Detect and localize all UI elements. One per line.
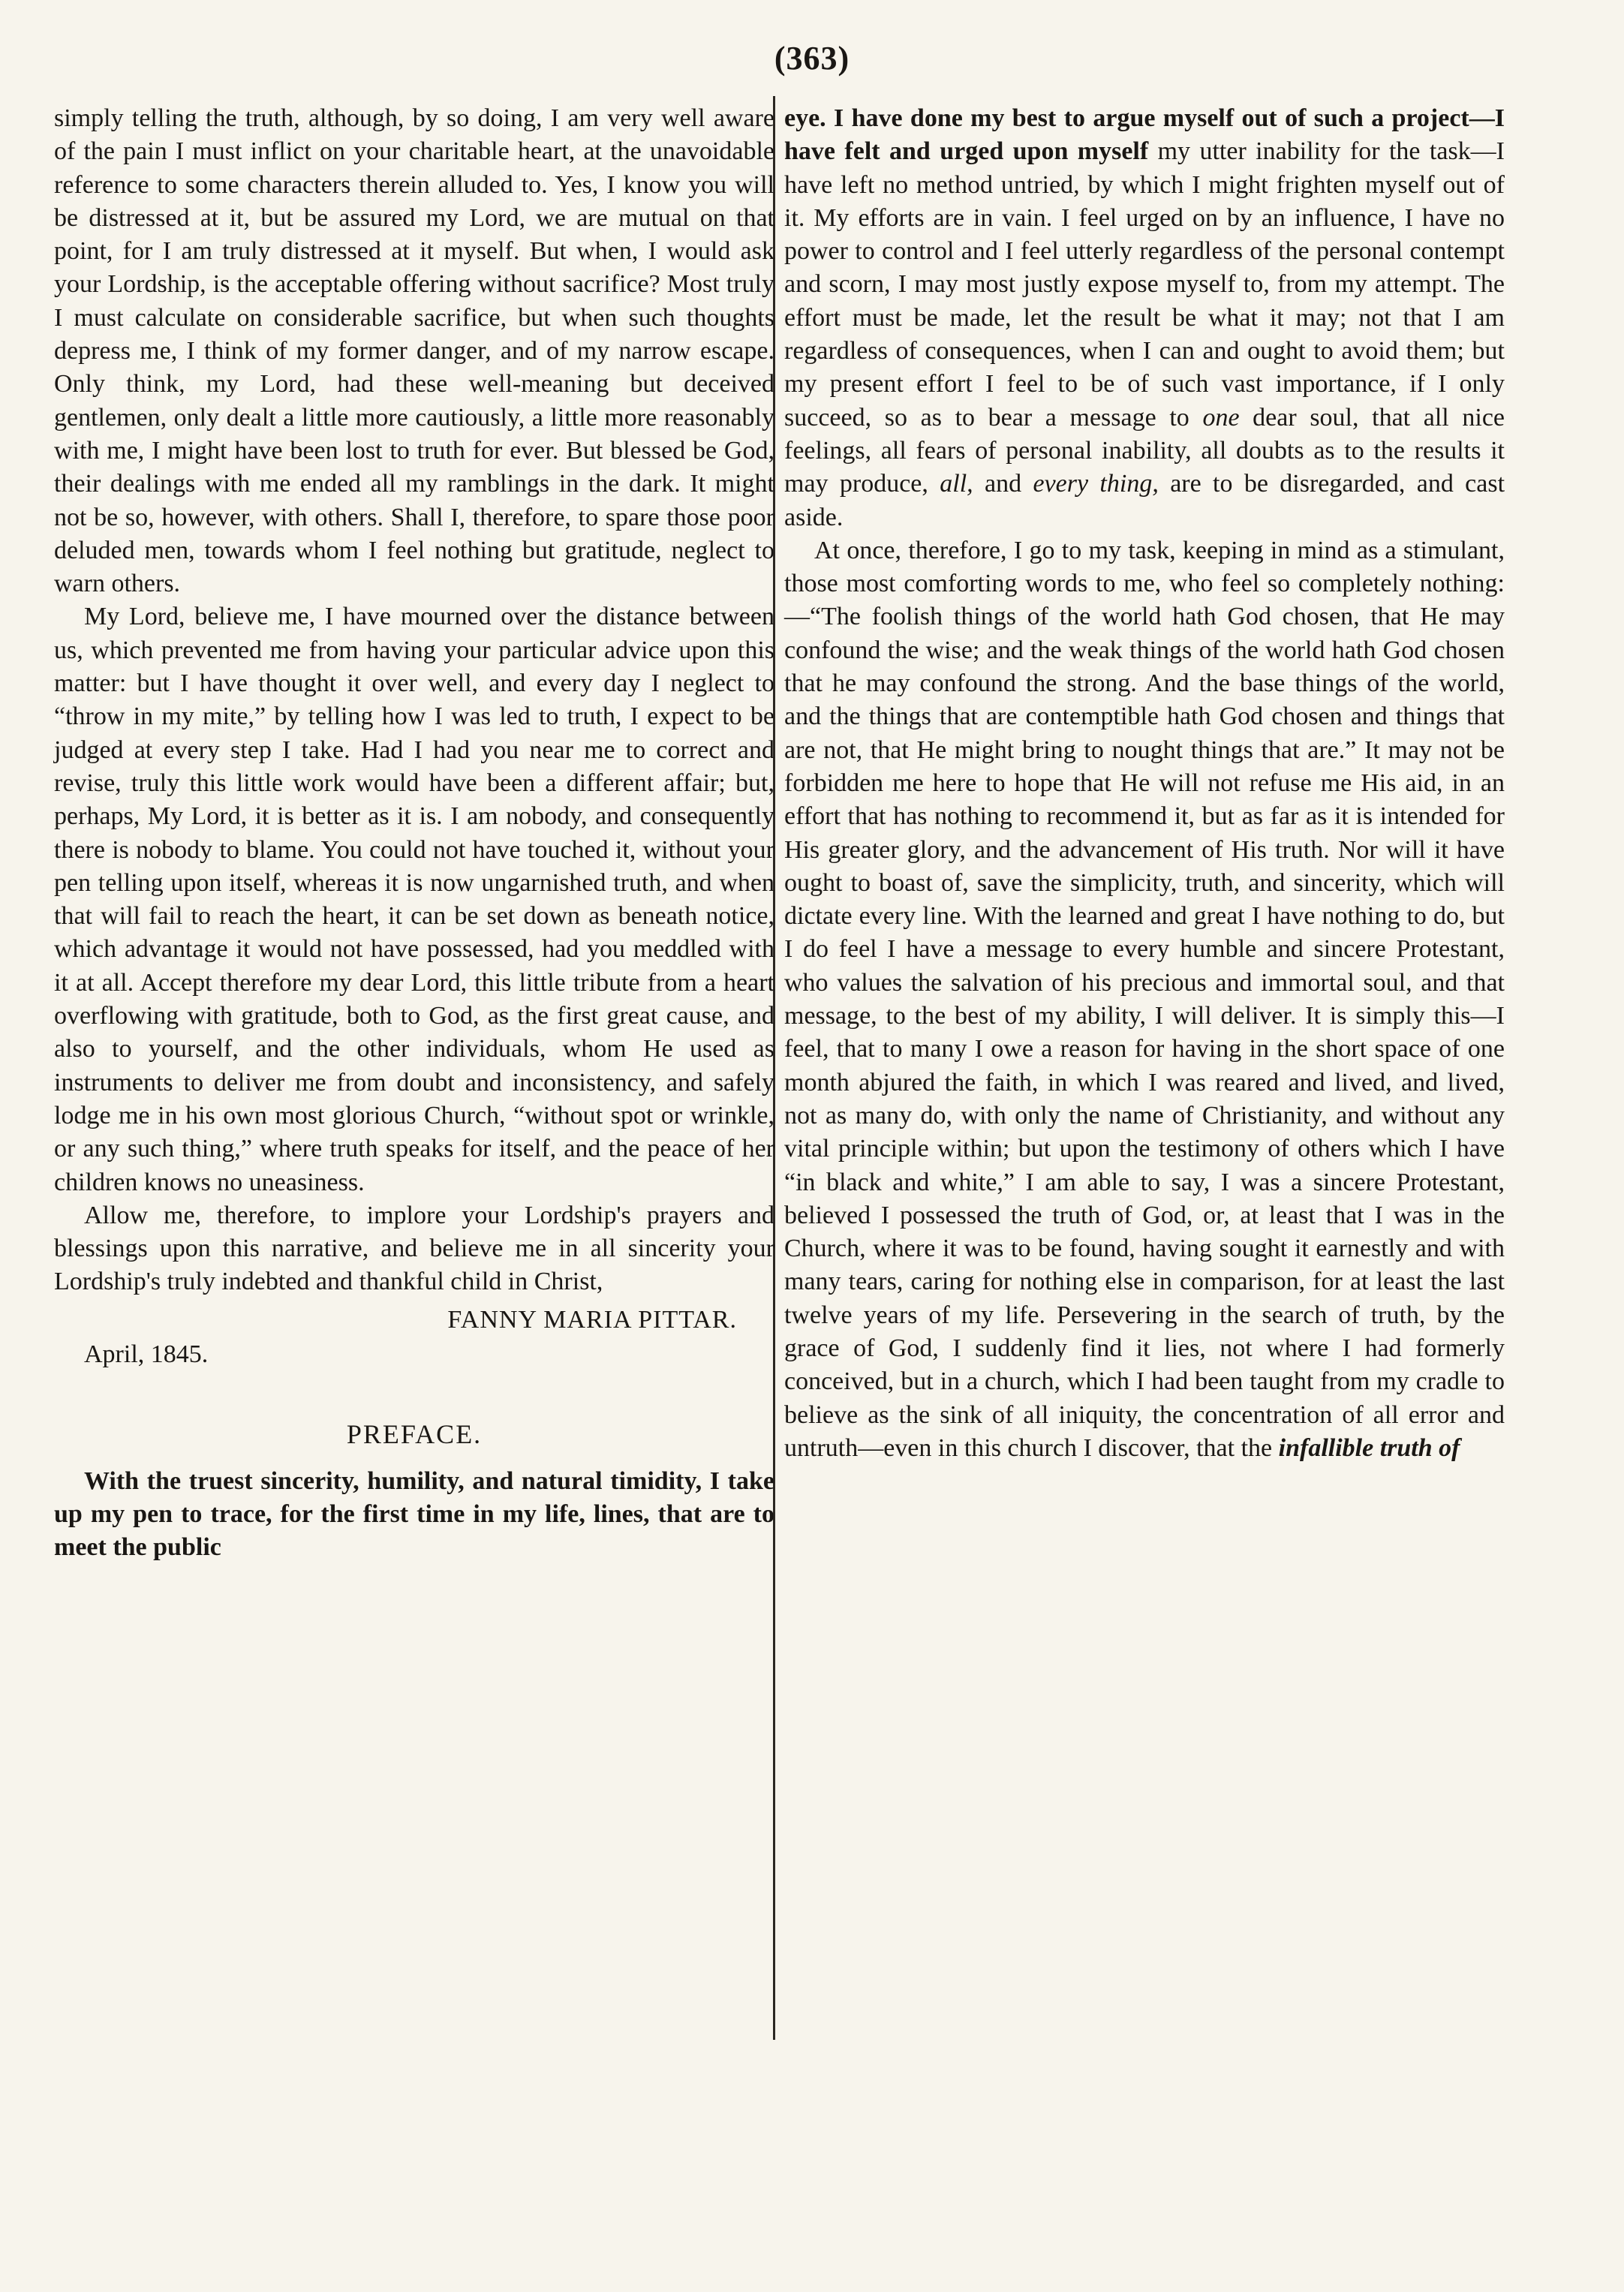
text-run: dear soul, that all nice feelings, all fears of personal inability, all doubts as to the results it may produce, (784, 403, 1505, 498)
text-run: are to be disregarded, and cast aside. (784, 470, 1505, 531)
text-run: my utter inability for the task—I have left no method untried, by which I might frighten myself out of it. My efforts are in vain. I feel urged on by an influence, I have no power to control and I feel utterly regardless of the personal contempt and scorn, I may most justly expose myself to, from my attempt. The effort must be made, let the result be what it may; not that I am regardless of consequences, when I can and ought to avoid them; but my present effort I feel to be of such vast importance, if I only succeed, so as to bear a message to (784, 137, 1505, 432)
preface-heading: PREFACE. (346, 1419, 483, 1450)
text-run: At once, therefore, I go to my task, keeping in mind as a stimulant, those most comforting words to me, who feel so completely nothing:—“The foolish things of the world hath God chosen, that He may confound the wise; and the weak things of the world hath God chosen that he may confound the strong. And the base things of the world, and the things that are contemptible hath God chosen and things that are not, that He might bring to nought things that are.” It may not be forbidden me here to hope that He will not refuse me His aid, in an effort that has nothing to recommend it, but as far as it is intended for His greater glory, and the advancement of His truth. Nor will it have ought to boast of, save the simplicity, truth, and sincerity, which will dictate every line. With the learned and great I have nothing to do, but I do feel I have a message to every humble and sincere Protestant, who values the salvation of his precious and immortal soul, and that message, to the best of my ability, I will deliver. It is simply this—I feel, that to many I owe a reason for having in the short space of one month abjured the faith, in which I was reared and lived, and lived, not as many do, with only the name of Christianity, and without any vital principle within; but upon the testimony of others which I have “in black and white,” I am able to say, I was a sincere Protestant, believed I possessed the truth of God, or, at least that I was in the Church, where it was to be found, having sought it earnestly and with many tears, caring for nothing else in comparison, for at least the last twelve years of my life. Persevering in the search of truth, by the grace of God, I suddenly find it lies, not where I had formerly conceived, but in a church, which I had been taught from my cradle to believe as the sink of all iniquity, the concentration of all error and untruth—even in this church I discover, that the (784, 536, 1505, 1462)
letter-date: April, 1845. (84, 1340, 209, 1368)
bold-opening: eye. I have done my best to argue myself out of such a project—I have felt and urged upon myself (784, 104, 1505, 166)
preface-continuation (784, 102, 1505, 534)
text-run: and (985, 470, 1022, 498)
left-column (54, 102, 774, 1564)
right-column (784, 102, 1505, 1465)
preface-paragraph: With the truest sincerity, humility, and natural timidity, I take up my pen to trace, for the first time in my life, lines, that are to meet the public (54, 1466, 774, 1562)
letter-paragraph: My Lord, believe me, I have mourned over the distance between us, which prevented me from having your particular advice upon this matter: but I have thought it over well, and every day I neglect to “throw in my mite,” by telling how I was led to truth, I expect to be judged at every step I take. Had I had you near me to correct and revise, truly this little work would have been a different affair; but, perhaps, My Lord, it is better as it is. I am nobody, and consequently there is nobody to blame. You could not have touched it, without your pen telling upon itself, whereas it is now ungarnished truth, and when that will fail to reach the heart, it can be set down as beneath notice, which advantage it would not have possessed, had you meddled with it at all. Accept therefore my dear Lord, this little tribute from a heart overflowing with gratitude, both to God, as the first great cause, and also to yourself, and the other individuals, whom He used as instruments to deliver me from doubt and inconsistency, and safely lodge me in his own most glorious Church, “without spot or wrinkle, or any such thing,” where truth speaks for itself, and the peace of her children knows no uneasiness. (54, 603, 774, 1196)
letter-closing: Allow me, therefore, to implore your Lordship's prayers and blessings upon this narrative, and believe me in all sincerity your Lordship's truly indebted and thankful child in Christ, (54, 1201, 774, 1296)
emphasis-infallible: infallible truth of (1278, 1433, 1460, 1462)
signature: FANNY MARIA PITTAR. (447, 1305, 737, 1334)
emphasis-one: one (1202, 403, 1240, 432)
letter-paragraph: simply telling the truth, although, by so doing, I am very well aware of the pain I must inflict on your charitable heart, at the unavoidable reference to some characters therein alluded to. Yes, I know you will be distressed at it, but be assured my Lord, we are mutual on that point, for I am truly distressed at it myself. But when, I would ask your Lordship, is the acceptable offering without sacrifice? Most truly I must calculate on considerable sacrifice, but when such thoughts depress me, I think of my former danger, and of my narrow escape. Only think, my Lord, had these well-meaning but deceived gentlemen, only dealt a little more cautiously, a little more reasonably with me, I might have been lost to truth for ever. But blessed be God, their dealings with me ended all my ramblings in the dark. It might not be so, however, with others. Shall I, therefore, to spare those poor deluded men, towards whom I feel nothing but gratitude, neglect to warn others. (54, 104, 774, 598)
preface-paragraph (784, 534, 1505, 1465)
page-number: (363) (774, 40, 850, 77)
emphasis-all: all, (940, 470, 973, 498)
emphasis-every-thing: every thing, (1033, 470, 1159, 498)
